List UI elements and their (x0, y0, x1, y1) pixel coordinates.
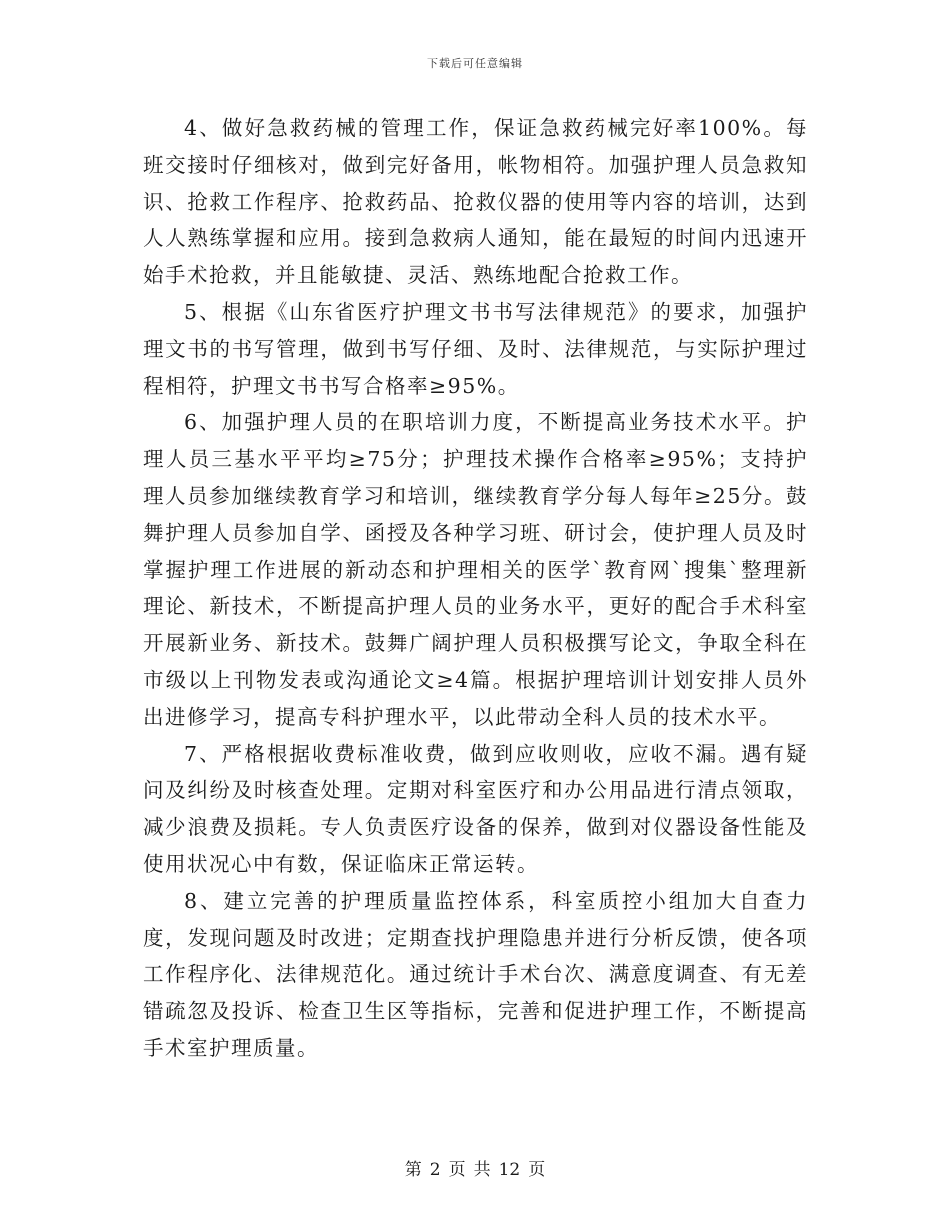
page-footer (0, 1155, 950, 1180)
footer-suffix: 页 (528, 1160, 546, 1180)
paragraph-item-8: 8、建立完善的护理质量监控体系，科室质控小组加大自查力度，发现问题及时改进；定期查找护理隐患并进行分析反馈，使各项工作程序化、法律规范化。通过统计手术台次、满意度调查、有无差错疏忽及投诉、检查卫生区等指标，完善和促进护理工作，不断提高手术室护理质量。 (143, 888, 808, 1060)
page-header: 下载后可任意编辑 (427, 57, 523, 70)
footer-current-page: 2 (429, 1160, 441, 1180)
paragraph-item-4: 4、做好急救药械的管理工作，保证急救药械完好率100%。每班交接时仔细核对，做到完好备用，帐物相符。加强护理人员急救知识、抢救工作程序、抢救药品、抢救仪器的使用等内容的培训，达到人人熟练掌握和应用。接到急救病人通知，能在最短的时间内迅速开始手术抢救，并且能敏捷、灵活、熟练地配合抢救工作。 (143, 116, 808, 288)
footer-page-word: 页 (448, 1160, 466, 1180)
paragraph-item-5: 5、根据《山东省医疗护理文书书写法律规范》的要求，加强护理文书的书写管理，做到书写仔细、及时、法律规范，与实际护理过程相符，护理文书书写合格率≥95%。 (143, 299, 808, 398)
footer-total-word: 共 (473, 1160, 491, 1180)
footer-prefix: 第 (404, 1160, 422, 1180)
footer-total-pages: 12 (498, 1160, 521, 1180)
paragraph-item-6: 6、加强护理人员的在职培训力度，不断提高业务技术水平。护理人员三基水平平均≥75分；护理技术操作合格率≥95%；支持护理人员参加继续教育学习和培训，继续教育学分每人每年≥25分。鼓舞护理人员参加自学、函授及各种学习班、研讨会，使护理人员及时掌握护理工作进展的新动态和护理相关的医学`教育网`搜集`整理新理论、新技术，不断提高护理人员的业务水平，更好的配合手术科室开展新业务、新技术。鼓舞广阔护理人员积极撰写论文，争取全科在市级以上刊物发表或沟通论文≥4篇。根据护理培训计划安排人员外出进修学习，提高专科护理水平，以此带动全科人员的技术水平。 (143, 410, 808, 729)
document-body (143, 110, 808, 1067)
paragraph-item-7: 7、严格根据收费标准收费，做到应收则收，应收不漏。遇有疑问及纠纷及时核查处理。定期对科室医疗和办公用品进行清点领取，减少浪费及损耗。专人负责医疗设备的保养，做到对仪器设备性能及使用状况心中有数，保证临床正常运转。 (143, 741, 808, 876)
